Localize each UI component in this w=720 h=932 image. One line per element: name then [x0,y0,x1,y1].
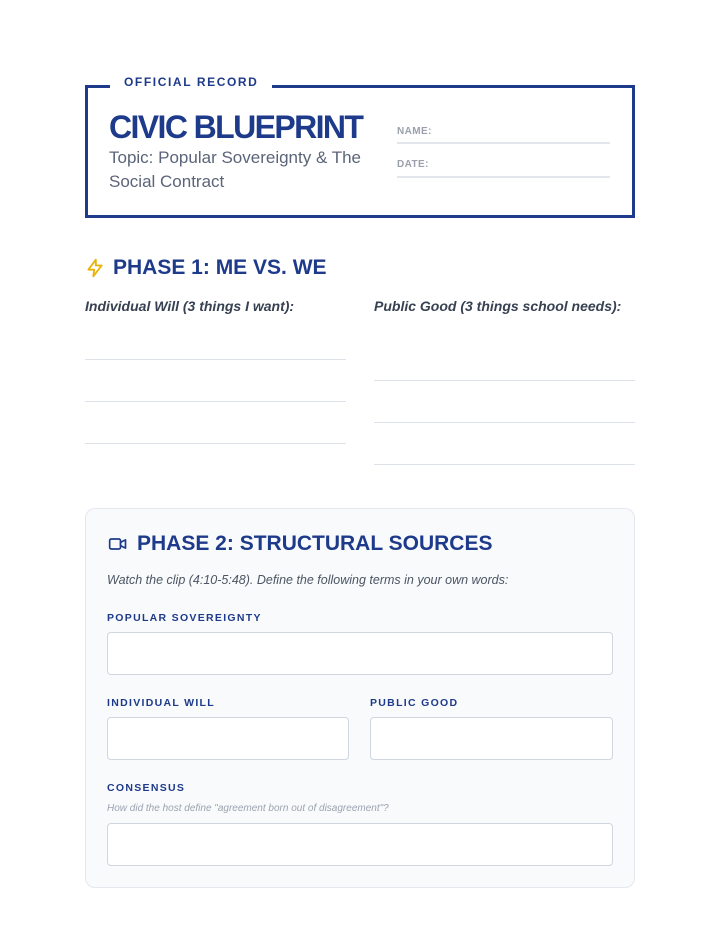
name-label: NAME: [397,126,432,137]
topic-subtitle: Topic: Popular Sovereignty & The Social Contract [109,148,361,191]
consensus-label: CONSENSUS [107,782,186,794]
video-camera-icon [107,534,129,554]
phase1-heading-text: PHASE 1: ME VS. WE [113,256,327,279]
individual-will-line-3[interactable] [85,443,346,444]
consensus-input[interactable] [107,823,613,866]
phase1-heading [85,256,327,280]
individual-will-label: Individual Will (3 things I want): [85,298,295,314]
public-good-term-label: PUBLIC GOOD [370,697,459,709]
public-good-line-1[interactable] [374,380,635,381]
popular-sovereignty-input[interactable] [107,632,613,675]
individual-will-line-2[interactable] [85,401,346,402]
phase2-heading [107,532,492,556]
public-good-line-3[interactable] [374,464,635,465]
public-good-line-2[interactable] [374,422,635,423]
official-record-tag: OFFICIAL RECORD [110,75,272,89]
phase2-instruction: Watch the clip (4:10-5:48). Define the following terms in your own words: [107,573,509,587]
individual-will-line-1[interactable] [85,359,346,360]
date-field-line[interactable] [397,176,610,178]
public-good-label: Public Good (3 things school needs): [374,298,622,314]
individual-will-term-label: INDIVIDUAL WILL [107,697,215,709]
popular-sovereignty-label: POPULAR SOVEREIGNTY [107,612,262,624]
public-good-input[interactable] [370,717,613,760]
worksheet-title: CIVIC BLUEPRINT [109,109,363,145]
individual-will-input[interactable] [107,717,349,760]
date-label: DATE: [397,159,429,170]
consensus-hint: How did the host define "agreement born out of disagreement"? [107,803,389,814]
phase2-heading-text: PHASE 2: STRUCTURAL SOURCES [137,532,493,555]
lightning-icon [85,257,105,279]
name-field-line[interactable] [397,142,610,144]
